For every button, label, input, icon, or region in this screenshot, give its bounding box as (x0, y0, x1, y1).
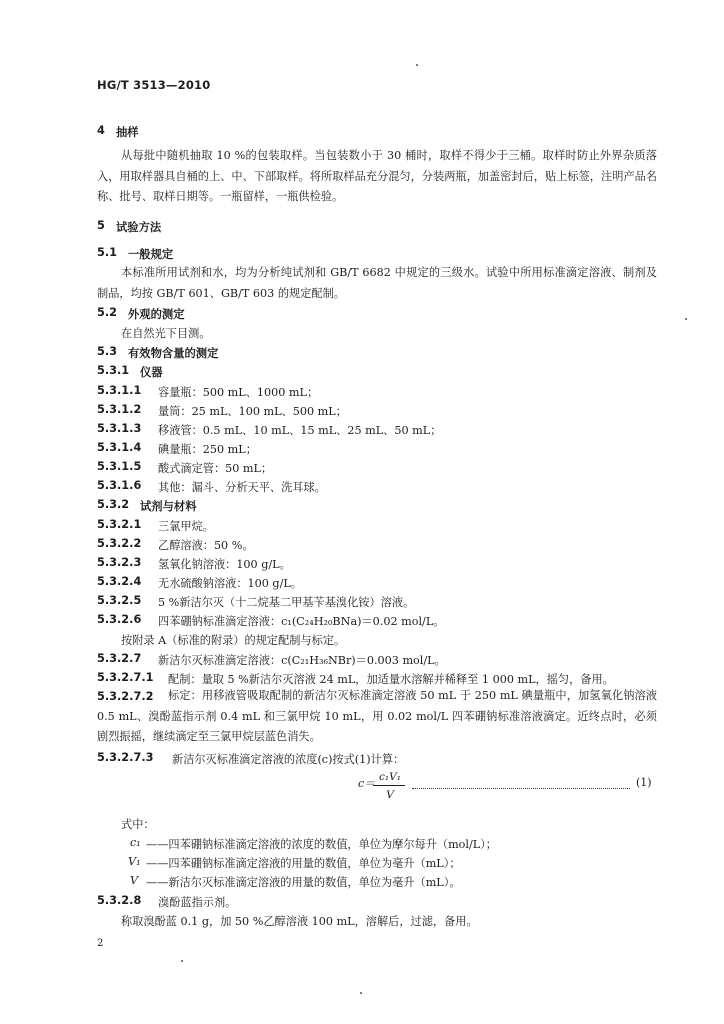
item-number: 5.3.2.4 (97, 575, 142, 588)
where-label: 式中： (121, 818, 155, 831)
scan-speck (181, 960, 183, 962)
clause-title: 试剂与材料 (140, 500, 197, 513)
item-note: 称取溴酚蓝 0.1 g，加 50 %乙醇溶液 100 mL，溶解后，过滤，备用。 (121, 915, 478, 928)
def-text: ——新洁尔灭标准滴定溶液的用量的数值，单位为毫升（mL）。 (146, 876, 461, 889)
standard-code: HG/T 3513—2010 (97, 78, 211, 92)
item-text: 配制：量取 5 %新洁尔灭溶液 24 mL，加适量水溶解并稀释至 1 000 mL，摇匀，备用。 (168, 673, 614, 686)
clause-number: 5.3.1 (97, 364, 130, 377)
item-number: 5.3.1.1 (97, 384, 142, 397)
page-number: 2 (97, 938, 104, 949)
def-symbol: c₁ (130, 836, 141, 849)
item-text: 氢氧化钠溶液：100 g/L。 (158, 558, 291, 571)
item-text: 量筒：25 mL、100 mL、500 mL； (158, 405, 347, 418)
item-text: 移液管：0.5 mL、10 mL、15 mL、25 mL、50 mL； (158, 424, 442, 437)
clause-text: 在自然光下目测。 (121, 327, 211, 340)
item-text: 溴酚蓝指示剂。 (158, 896, 237, 909)
item-number: 5.3.2.8 (97, 894, 142, 907)
item-paragraph: 标定：用移液管吸取配制的新洁尔灭标准滴定溶液 50 mL 于 250 mL 碘量瓶中，加氢氧化钠溶液 0.5 mL、溴酚蓝指示剂 0.4 mL 和三氯甲烷 10 mL，用 0.02 mol/L 四苯硼钠标准溶液滴定。近终点时，必须剧烈振摇，继续滴定至三氯甲烷层蓝色消失。 (97, 689, 657, 743)
item-number: 5.3.1.4 (97, 441, 142, 454)
item-number: 5.3.1.3 (97, 422, 142, 435)
clause-number: 5.3.2 (97, 498, 130, 511)
item-text: 容量瓶：500 mL、1000 mL； (158, 386, 319, 399)
scan-speck (360, 992, 362, 994)
item-number: 5.3.2.7.3 (97, 751, 154, 764)
item-text: 碘量瓶：250 mL； (158, 443, 257, 456)
clause-title: 一般规定 (128, 248, 174, 261)
item-number: 5.3.2.1 (97, 518, 142, 531)
item-text: 其他：漏斗、分析天平、洗耳球。 (158, 481, 326, 494)
def-text: ——四苯硼钠标准滴定溶液的用量的数值，单位为毫升（mL）； (146, 857, 461, 870)
item-text: 酸式滴定管：50 mL； (158, 462, 273, 475)
formula-denominator: V (386, 789, 394, 801)
clause-number: 5.3 (97, 345, 118, 358)
item-number: 5.3.2.6 (97, 613, 142, 626)
formula-numerator: c₁V₁ (379, 771, 401, 783)
section-title: 试验方法 (116, 221, 162, 234)
def-symbol: V₁ (128, 855, 141, 868)
item-number: 5.3.2.7.1 (97, 671, 154, 684)
item-number: 5.3.2.5 (97, 594, 142, 607)
item-note: 按附录 A（标准的附录）的规定配制与标定。 (121, 634, 346, 647)
item-number: 5.3.1.6 (97, 479, 142, 492)
section-title: 抽样 (116, 126, 139, 139)
fraction-bar (373, 785, 405, 786)
section-number: 5 (97, 219, 105, 232)
item-number: 5.3.2.7 (97, 652, 142, 665)
item-number: 5.3.2.2 (97, 537, 142, 550)
scan-speck (685, 318, 687, 320)
formula-lhs: c＝ (358, 777, 376, 790)
clause-paragraph: 本标准所用试剂和水，均为分析纯试剂和 GB/T 6682 中规定的三级水。试验中所用标准滴定溶液、制剂及制品，均按 GB/T 601、GB/T 603 的规定配制。 (97, 266, 657, 300)
item-number: 5.3.1.5 (97, 460, 142, 473)
item-text: 四苯硼钠标准滴定溶液：c₁(C₂₄H₂₀BNa)＝0.02 mol/L。 (158, 615, 445, 628)
section-number: 4 (97, 124, 105, 137)
scan-speck (416, 64, 418, 66)
item-text: 新洁尔灭标准滴定溶液：c(C₂₁H₃₆NBr)＝0.003 mol/L。 (158, 654, 446, 667)
clause-number: 5.2 (97, 306, 118, 319)
clause-number: 5.1 (97, 246, 118, 259)
equation-number: (1) (636, 776, 652, 789)
item-text: 乙醇溶液：50 %。 (158, 539, 254, 552)
clause-title: 有效物含量的测定 (128, 347, 219, 360)
item-number: 5.3.1.2 (97, 403, 142, 416)
clause-title: 外观的测定 (128, 308, 185, 321)
def-symbol: V (130, 874, 139, 887)
clause-title: 仪器 (140, 366, 163, 379)
item-text: 三氯甲烷。 (158, 520, 214, 533)
item-number: 5.3.2.3 (97, 556, 142, 569)
section-paragraph: 从每批中随机抽取 10 %的包装取样。当包装数小于 30 桶时，取样不得少于三桶。取样时防止外界杂质落入，用取样器具自桶的上、中、下部取样。将所取样品充分混匀，分装两瓶，加盖密封后，贴上标签，注明产品名称、批号、取样日期等。一瓶留样，一瓶供检验。 (97, 149, 657, 203)
item-text: 新洁尔灭标准滴定溶液的浓度(c)按式(1)计算： (172, 753, 405, 766)
dot-leader (412, 780, 630, 789)
item-number: 5.3.2.7.2 (97, 690, 154, 703)
def-text: ——四苯硼钠标准滴定溶液的浓度的数值，单位为摩尔每升（mol/L）； (146, 838, 497, 851)
item-text: 无水硫酸钠溶液：100 g/L。 (158, 577, 302, 590)
item-text: 5 %新洁尔灭（十二烷基二甲基苄基溴化铵）溶液。 (158, 596, 415, 609)
